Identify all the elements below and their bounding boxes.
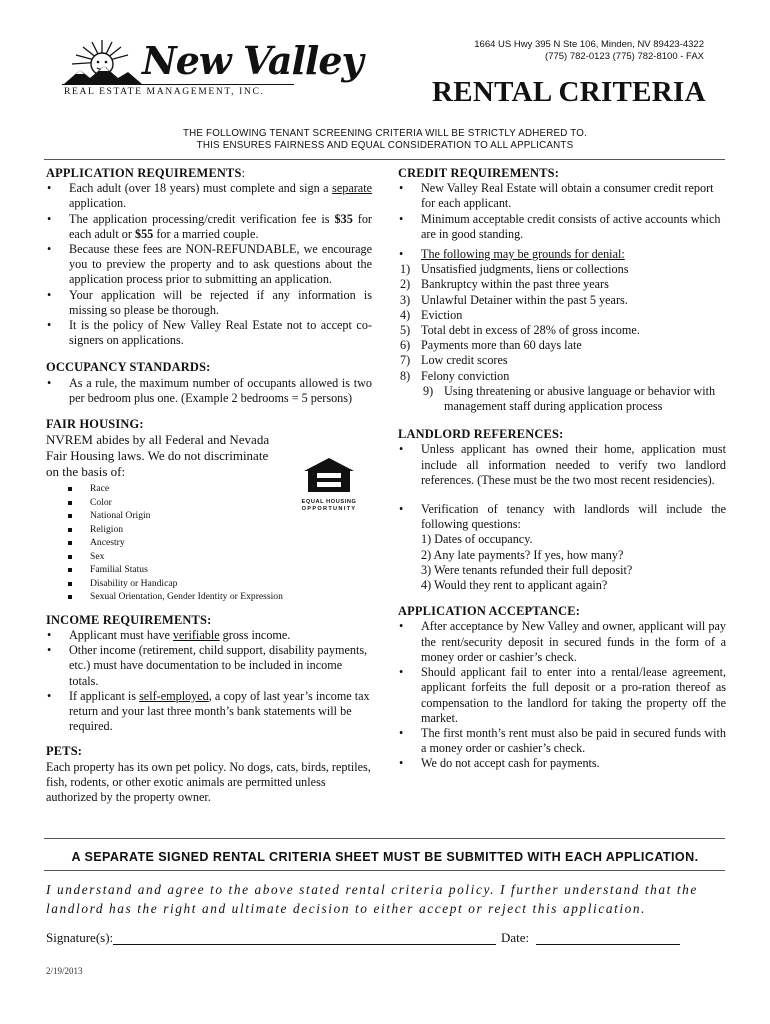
list-item: 5) Total debt in excess of 28% of gross income. [400,323,640,338]
list-item: Color [68,496,372,510]
footer-divider-top [44,838,725,839]
list-item: • Other income (retirement, child support, disability payments, etc.) must have documentation to be included in income totals. [46,643,372,689]
list-item: 2) Bankruptcy within the past three years [400,277,609,292]
list-item: 6) Payments more than 60 days late [400,338,582,353]
fair-housing-heading: FAIR HOUSING: [46,417,144,432]
list-item: 1) Unsatisfied judgments, liens or collections [400,262,629,277]
submission-banner: A SEPARATE SIGNED RENTAL CRITERIA SHEET MUST BE SUBMITTED WITH EACH APPLICATION. [71,850,699,864]
list-item: 4) Eviction [400,307,463,322]
list-item: Sex [68,550,372,564]
list-item: Familial Status [68,563,372,577]
company-address: 1664 US Hwy 395 N Ste 106, Minden, NV 89423-4322 [474,39,704,50]
list-item: • If applicant is self-employed, a copy of last year’s income tax return and your last three month’s bank statements will be required. [46,689,372,735]
date-label: Date: [501,930,530,945]
list-item: Religion [68,523,372,537]
occupancy-heading: OCCUPANCY STANDARDS: [46,360,211,375]
list-item: • Unless applicant has owned their home, application must include all information needed to verify two landlord references. (These must be the two most recent residencies). [398,442,726,488]
list-item: Race [68,482,372,496]
landlord-section [398,427,726,593]
credit-list [398,181,726,262]
list-item: • We do not accept cash for payments. [398,756,726,771]
list-item: • The first month’s rent must also be paid in secured funds with a money order or cashier’s check. [398,726,726,756]
signature-field[interactable] [113,944,496,945]
intro-line-1: THE FOLLOWING TENANT SCREENING CRITERIA WILL BE STRICTLY ADHERED TO. [182,128,588,139]
fair-housing-line: NVREM abides by all Federal and Nevada [46,432,270,448]
occupancy-list [46,376,372,406]
pets-text: Each property has its own pet policy. No dogs, cats, birds, reptiles, fish, rodents, or other exotic animals are permitted unless authorized by the property owner. [46,759,371,804]
list-item: • Should applicant fail to enter into a rental/lease agreement, applicant forfeits the full deposit or a pro-ration thereof as compensation to the landlord for taking the property off the market. [398,665,726,726]
list-item: • New Valley Real Estate will obtain a consumer credit report for each applicant. [398,181,726,211]
list-item: National Origin [68,509,372,523]
income-section [46,613,372,735]
occupancy-section [46,360,372,406]
house-icon [298,456,360,494]
income-heading: INCOME REQUIREMENTS: [46,612,212,627]
list-item: 8) Felony conviction [400,368,510,383]
application-list [46,181,372,348]
list-item: • After acceptance by New Valley and owner, applicant will pay the rent/security deposit in secured funds in the form of a money order or cashier’s check. [398,619,726,665]
list-item: • Because these fees are NON-REFUNDABLE, we encourage you to preview the property and to ask questions about the application process prior to submitting an application. [46,242,372,288]
logo-text: EQUAL HOUSING [301,499,357,505]
logo-subtitle: REAL ESTATE MANAGEMENT, INC. [64,86,265,97]
list-item [398,502,726,593]
credit-heading: CREDIT REQUIREMENTS: [398,166,560,180]
list-item: Sexual Orientation, Gender Identity or Expression [68,590,372,604]
landlord-heading: LANDLORD REFERENCES: [398,427,564,442]
pets-section [46,744,372,805]
acceptance-heading: APPLICATION ACCEPTANCE: [398,604,581,619]
list-item: • The following may be grounds for denial: [398,247,726,262]
application-requirements-section [46,166,372,348]
landlord-list [398,442,726,593]
logo-name: New Valley [142,38,363,83]
list-item: • Each adult (over 18 years) must complete and sign a separate application. [46,181,372,211]
agreement-statement: I understand and agree to the above stated rental criteria policy. I further understand that the landlord has the right and ultimate decision to either accept or reject this application. [46,882,698,916]
list-item: • Minimum acceptable credit consists of active accounts which are in good standing. [398,212,726,242]
list-item: • The application processing/credit verification fee is $35 for each adult or $55 for a married couple. [46,212,372,242]
list-item: • It is the policy of New Valley Real Estate not to accept co-signers on applications. [46,318,372,348]
credit-section [398,166,726,414]
list-item: Ancestry [68,536,372,550]
list-item: • Applicant must have verifiable gross income. [46,628,372,643]
list-item: 9) Using threatening or abusive language or behavior with management staff during application process [423,383,716,414]
question: 1) Dates of occupancy. [421,532,533,547]
header-divider [44,159,725,160]
list-item: • Your application will be rejected if any information is missing so please be thorough. [46,288,372,318]
acceptance-section [398,604,726,771]
question: 3) Were tenants refunded their full deposit? [421,562,633,577]
revision-date: 2/19/2013 [46,966,83,976]
list-item: 3) Unlawful Detainer within the past 5 years. [400,292,628,307]
list-item: • As a rule, the maximum number of occupants allowed is two per bedroom plus one. (Example 2 bedrooms = 5 persons) [46,376,372,406]
logo-divider [62,84,294,85]
equal-housing-logo [298,456,360,514]
right-column [398,166,726,772]
footer-divider-bottom [44,870,725,871]
signature-label: Signature(s): [46,930,114,945]
intro-line-2: THIS ENSURES FAIRNESS AND EQUAL CONSIDERATION TO ALL APPLICANTS [196,140,574,151]
question: 4) Would they rent to applicant again? [421,578,608,593]
question: 2) Any late payments? If yes, how many? [421,547,624,562]
acceptance-list [398,619,726,771]
fair-housing-line: on the basis of: [46,464,126,480]
application-heading: APPLICATION REQUIREMENTS: [46,166,246,180]
landlord-text: • Verification of tenancy with landlords will include the following questions: [421,502,726,532]
pets-heading: PETS: [46,744,83,759]
date-field[interactable] [536,944,680,945]
list-item: Disability or Handicap [68,577,372,591]
list-item: 7) Low credit scores [400,353,508,368]
fair-housing-line: Fair Housing laws. We do not discriminate [46,448,269,464]
logo-text: OPPORTUNITY [301,506,357,512]
denial-grounds-list [398,262,726,414]
income-list [46,628,372,734]
page-title: RENTAL CRITERIA [432,76,706,108]
company-phones: (775) 782-0123 (775) 782-8100 - FAX [545,51,704,62]
